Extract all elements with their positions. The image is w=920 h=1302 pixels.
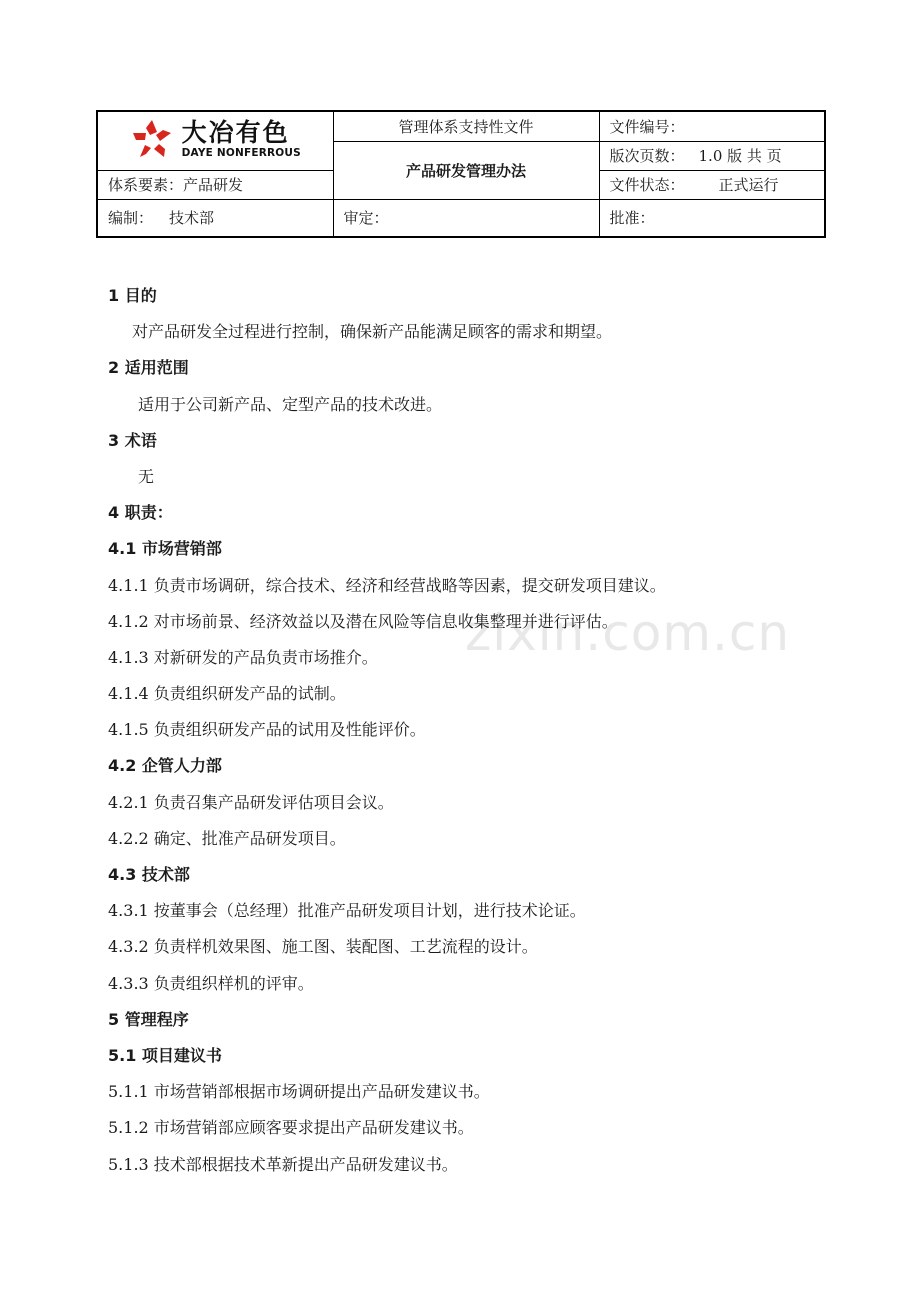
list-item: 4.3.2 负责样机效果图、施工图、装配图、工艺流程的设计。: [108, 937, 538, 957]
section-3-heading: 3 术语: [108, 430, 157, 450]
list-item: 4.1.5 负责组织研发产品的试用及性能评价。: [108, 720, 426, 740]
section-4-2-heading: 4.2 企管人力部: [108, 756, 222, 776]
version-value: 1.0 版 共 页: [698, 147, 782, 165]
version-label: 版次页数：: [609, 147, 685, 165]
list-item: 4.3.1 按董事会（总经理）批准产品研发项目计划，进行技术论证。: [108, 901, 586, 921]
compiler-cell: [97, 199, 333, 237]
status-value: 正式运行: [718, 176, 779, 194]
section-2-heading: 2 适用范围: [108, 358, 189, 378]
status-cell: [599, 170, 825, 199]
compiler-label: 编制：: [108, 209, 154, 228]
document-title: 产品研发管理办法: [333, 141, 599, 199]
list-item: 5.1.1 市场营销部根据市场调研提出产品研发建议书。: [108, 1082, 490, 1102]
star-logo-icon: [130, 118, 174, 160]
list-item: 4.2.2 确定、批准产品研发项目。: [108, 828, 346, 848]
section-4-3-heading: 4.3 技术部: [108, 865, 190, 884]
list-item: 4.1.4 负责组织研发产品的试制。: [108, 684, 346, 704]
section-2-text: 适用于公司新产品、定型产品的技术改进。: [138, 394, 443, 414]
section-5-heading: 5 管理程序: [108, 1009, 189, 1029]
logo-chinese-name: 大冶有色: [181, 117, 290, 147]
list-item: 4.3.3 负责组织样机的评审。: [108, 973, 314, 993]
reviewer-label: 审定：: [333, 199, 599, 237]
logo-english-name: DAYE NONFERROUS: [181, 146, 301, 159]
status-label: 文件状态：: [609, 176, 685, 194]
compiler-value: 技术部: [169, 209, 215, 228]
list-item: 5.1.3 技术部根据技术革新提出产品研发建议书。: [108, 1154, 458, 1174]
list-item: 4.1.2 对市场前景、经济效益以及潜在风险等信息收集整理并进行评估。: [108, 611, 618, 631]
support-doc-label: 管理体系支持性文件: [333, 111, 599, 141]
list-item: 4.1.3 对新研发的产品负责市场推介。: [108, 647, 378, 667]
document-header-table: [96, 110, 826, 238]
section-4-1-heading: 4.1 市场营销部: [108, 539, 222, 559]
section-5-1-heading: 5.1 项目建议书: [108, 1045, 222, 1065]
list-item: 4.2.1 负责召集产品研发评估项目会议。: [108, 792, 394, 812]
system-element-label: 体系要素：产品研发: [97, 170, 333, 199]
doc-number-label: 文件编号：: [599, 111, 825, 141]
watermark: zixin.com.cn: [465, 604, 791, 662]
version-cell: [599, 141, 825, 170]
section-3-text: 无: [138, 466, 155, 486]
document-body: [108, 282, 828, 1187]
company-logo: [130, 118, 301, 160]
section-1-heading: 1 目的: [108, 286, 157, 305]
list-item: 5.1.2 市场营销部应顾客要求提出产品研发建议书。: [108, 1118, 474, 1138]
section-4-heading: 4 职责：: [108, 503, 173, 523]
logo-cell: [97, 111, 333, 170]
approver-label: 批准：: [599, 199, 825, 237]
section-1-text: 对产品研发全过程进行控制，确保新产品能满足顾客的需求和期望。: [132, 322, 613, 342]
list-item: 4.1.1 负责市场调研，综合技术、经济和经营战略等因素，提交研发项目建议。: [108, 575, 666, 595]
